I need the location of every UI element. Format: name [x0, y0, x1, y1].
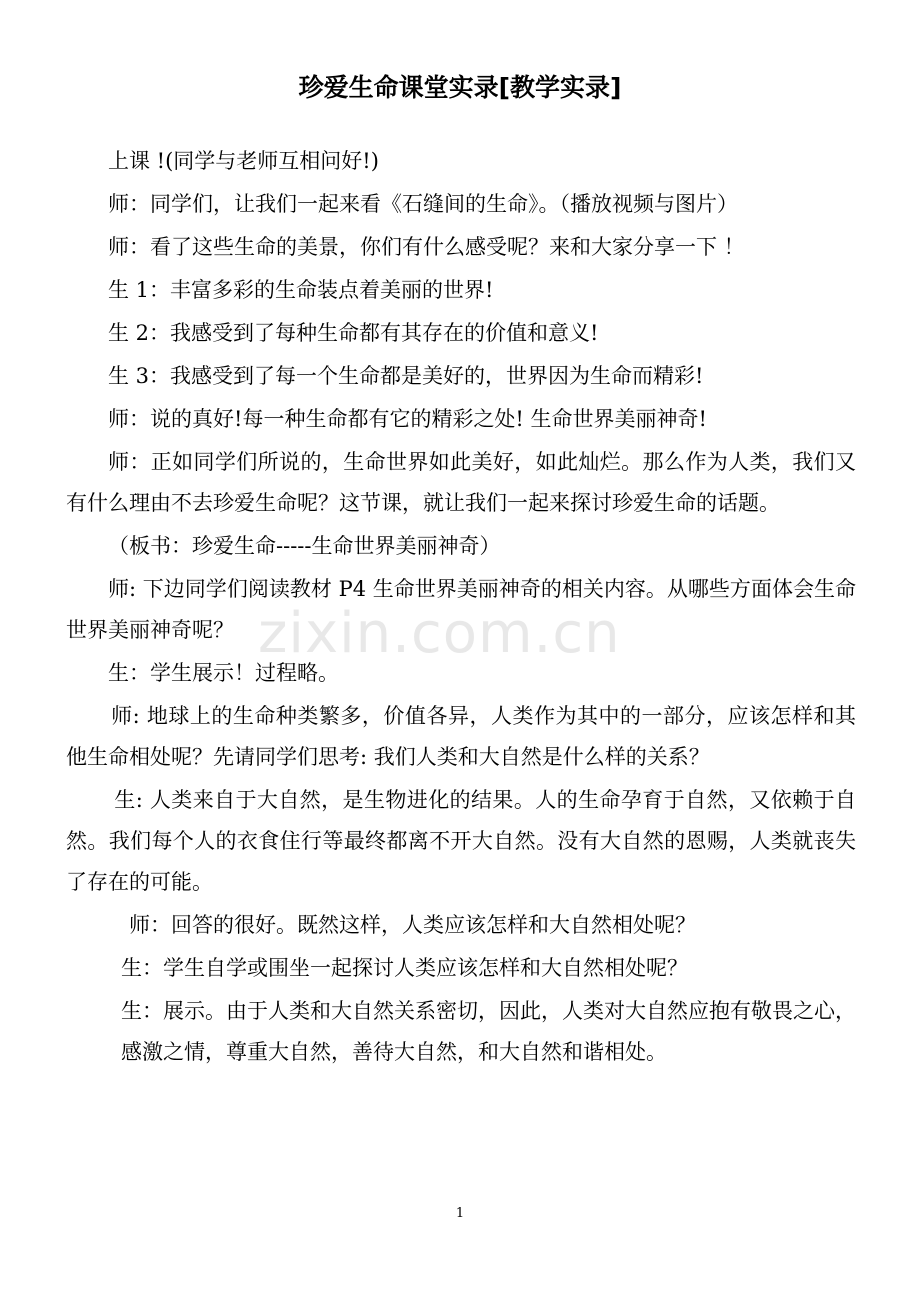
- paragraph: 师: 下边同学们阅读教材 P4 生命世界美丽神奇的相关内容。从哪些方面体会生命世界美丽神奇呢？: [66, 577, 856, 642]
- paragraph: 上课 !(同学与老师互相问好!): [108, 149, 379, 173]
- paragraph: 生：学生展示！过程略。: [108, 661, 339, 685]
- paragraph: 师：同学们，让我们一起来看《石缝间的生命》。（播放视频与图片）: [108, 192, 738, 216]
- document-title: 珍爱生命课堂实录[教学实录]: [298, 73, 622, 102]
- paragraph: 生 3：我感受到了每一个生命都是美好的，世界因为生命而精彩!: [108, 364, 704, 388]
- paragraph: 师：说的真好!每一种生命都有它的精彩之处! 生命世界美丽神奇!: [108, 407, 707, 431]
- paragraph: 师：回答的很好。既然这样，人类应该怎样和大自然相处呢？: [129, 913, 696, 937]
- paragraph: 师：看了这些生命的美景，你们有什么感受呢？来和大家分享一下 ！: [108, 235, 745, 259]
- paragraph: 生 2：我感受到了每种生命都有其存在的价值和意义!: [108, 321, 599, 345]
- watermark: zixin.com.cn: [258, 601, 621, 666]
- paragraph: 生: 人类来自于大自然，是生物进化的结果。人的生命孕育于自然，又依赖于自然。我们每个人的衣食住行等最终都离不开大自然。没有大自然的恩赐，人类就丧失了存在的可能。: [66, 788, 856, 894]
- paragraph: （板书：珍爱生命-----生命世界美丽神奇）: [108, 534, 501, 558]
- page-number: 1: [455, 1206, 465, 1221]
- paragraph: 生：学生自学或围坐一起探讨人类应该怎样和大自然相处呢？: [121, 956, 688, 980]
- paragraph: 生 1：丰富多彩的生命装点着美丽的世界!: [108, 278, 494, 302]
- paragraph: 师: 地球上的生命种类繁多，价值各异，人类作为其中的一部分，应该怎样和其他生命相处呢？先请同学们思考: 我们人类和大自然是什么样的关系？: [66, 704, 856, 769]
- paragraph: 生：展示。由于人类和大自然关系密切，因此，人类对大自然应抱有敬畏之心，感激之情，尊重大自然，善待大自然，和大自然和谐相处。: [121, 999, 856, 1064]
- document-body: [66, 141, 856, 1075]
- paragraph: 师：正如同学们所说的，生命世界如此美好，如此灿烂。那么作为人类，我们又有什么理由不去珍爱生命呢？这节课，就让我们一起来探讨珍爱生命的话题。: [66, 450, 856, 515]
